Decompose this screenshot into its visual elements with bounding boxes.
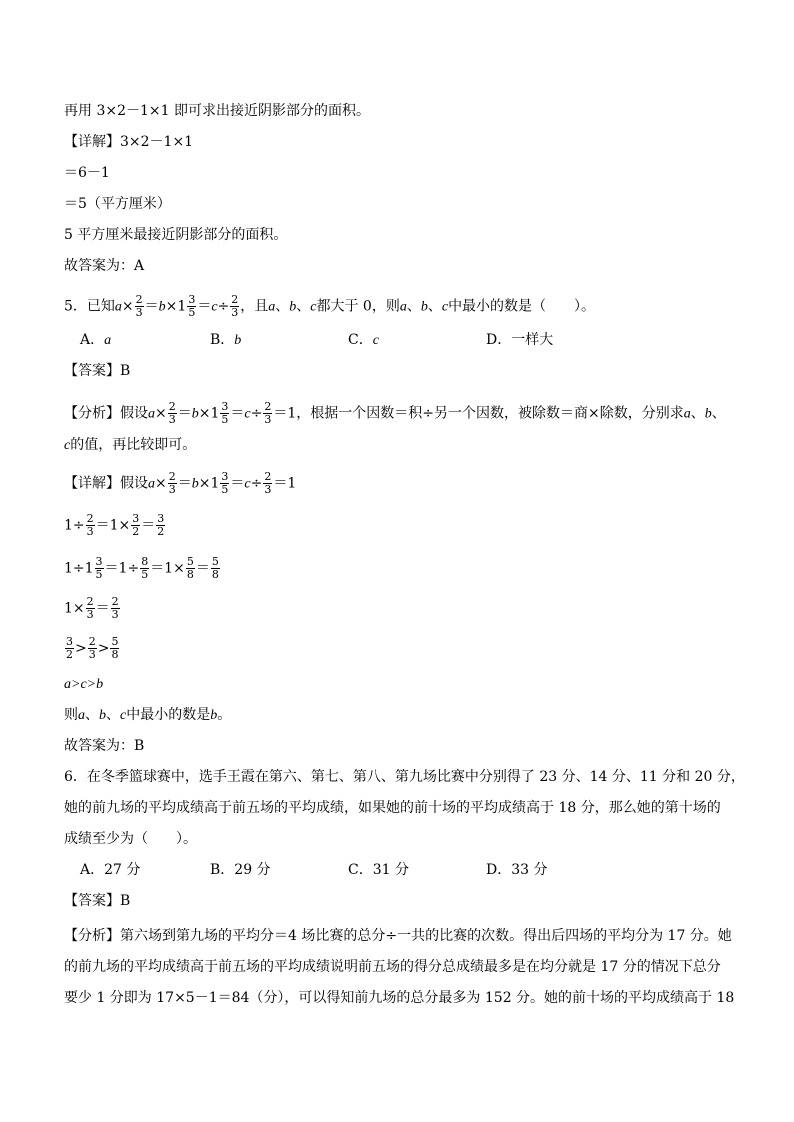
fraction: $\frac{2}{3}$	[86, 595, 94, 621]
fraction: $\frac{2}{3}$	[111, 595, 119, 621]
step-1: 1÷ $\frac{2}{3}$ ＝1× $\frac{3}{2}$ ＝ $\frac{3}{2}$	[64, 512, 165, 538]
text-line: 故答案为：A	[64, 258, 145, 274]
text-line: 再用 3×2－1×1 即可求出接近阴影部分的面积。	[64, 103, 370, 119]
fraction: $\frac{5}{8}$	[111, 635, 119, 661]
option-b: B．29 分	[210, 862, 271, 878]
option-d: D．33 分	[486, 862, 548, 878]
question-6-line-2: 她的前九场的平均成绩高于前五场的平均成绩，如果她的前十场的平均成绩高于 18 分，那么她的第十场的	[64, 800, 721, 816]
answer-line: 【答案】B	[64, 893, 131, 909]
answer-line: 【答案】B	[64, 363, 131, 379]
fraction: $\frac{2}{3}$	[135, 293, 143, 319]
text-line: ＝6－1	[64, 165, 110, 181]
compare-line: $\frac{3}{2}$ > $\frac{2}{3}$ > $\frac{5}{8}$	[66, 635, 119, 661]
analysis-line: 要少 1 分即为 17×5－1＝84（分），可以得知前九场的总分最多为 152 分。她的前十场的平均成绩高于 18	[64, 990, 735, 1006]
fraction: $\frac{3}{2}$	[132, 512, 140, 538]
question-6-line-3: 成绩至少为（ ）。	[64, 831, 197, 847]
analysis-line-2: c的值，再比较即可。	[64, 437, 197, 453]
option-a: A．27 分	[80, 862, 141, 878]
fraction: $\frac{2}{3}$	[86, 512, 94, 538]
fraction: $\frac{2}{3}$	[264, 400, 272, 426]
detail-line: 【详解】假设a× $\frac{2}{3}$ ＝b×1 $\frac{3}{5}$ ＝c÷ $\frac{2}{3}$ ＝1	[64, 470, 297, 496]
fraction: $\frac{3}{2}$	[66, 635, 73, 661]
analysis-line: 【分析】假设a× $\frac{2}{3}$ ＝b×1 $\frac{3}{5}$ ＝c÷ $\frac{2}{3}$ ＝1，根据一个因数＝积÷另一个因数，被除数＝商×除数，分别求a、b、	[64, 400, 726, 426]
fraction: $\frac{3}{5}$	[221, 400, 229, 426]
fraction: $\frac{3}{5}$	[95, 555, 103, 581]
order-line: a>c>b	[64, 677, 104, 692]
analysis-line: 【分析】第六场到第九场的平均分＝4 场比赛的总分÷一共的比赛的次数。得出后四场的平均分为 17 分。她	[64, 928, 732, 944]
option-b: B．b	[210, 332, 242, 348]
fraction: $\frac{2}{3}$	[168, 400, 176, 426]
option-a: A．a	[80, 332, 112, 348]
fraction: $\frac{5}{8}$	[186, 555, 194, 581]
step-2: 1÷1 $\frac{3}{5}$ ＝1÷ $\frac{8}{5}$ ＝1× $\frac{5}{8}$ ＝ $\frac{5}{8}$	[64, 555, 219, 581]
option-d: D．一样大	[486, 332, 554, 348]
conclusion-line: 则a、b、c中最小的数是b。	[64, 707, 232, 723]
fraction: $\frac{3}{5}$	[188, 293, 196, 319]
text-line: 5 平方厘米最接近阴影部分的面积。	[64, 227, 288, 243]
option-c: C．c	[348, 332, 379, 348]
question-5-stem: 5．已知a× $\frac{2}{3}$ ＝b×1 $\frac{3}{5}$ ＝c÷ $\frac{2}{3}$ ，且a、b、c都大于 0，则a、b、c中最小的数是（ ）。	[64, 293, 596, 319]
fraction: $\frac{2}{3}$	[88, 635, 96, 661]
question-6-line-1: 6．在冬季篮球赛中，选手王霞在第六、第七、第八、第九场比赛中分别得了 23 分、14 分、11 分和 20 分，	[64, 769, 745, 785]
fraction: $\frac{5}{8}$	[211, 555, 219, 581]
fraction: $\frac{3}{5}$	[221, 470, 229, 496]
fraction: $\frac{2}{3}$	[264, 470, 272, 496]
fraction: $\frac{3}{2}$	[157, 512, 165, 538]
fraction: $\frac{2}{3}$	[231, 293, 239, 319]
text-line: 故答案为：B	[64, 738, 145, 754]
analysis-line: 的前九场的平均成绩高于前五场的平均成绩说明前五场的得分总成绩最多是在均分就是 17 分的情况下总分	[64, 959, 721, 975]
text-line: 【详解】3×2－1×1	[64, 134, 194, 150]
step-3: 1× $\frac{2}{3}$ ＝ $\frac{2}{3}$	[64, 595, 119, 621]
option-c: C．31 分	[348, 862, 409, 878]
fraction: $\frac{2}{3}$	[168, 470, 176, 496]
text-line: ＝5（平方厘米）	[64, 196, 171, 212]
fraction: $\frac{8}{5}$	[141, 555, 149, 581]
